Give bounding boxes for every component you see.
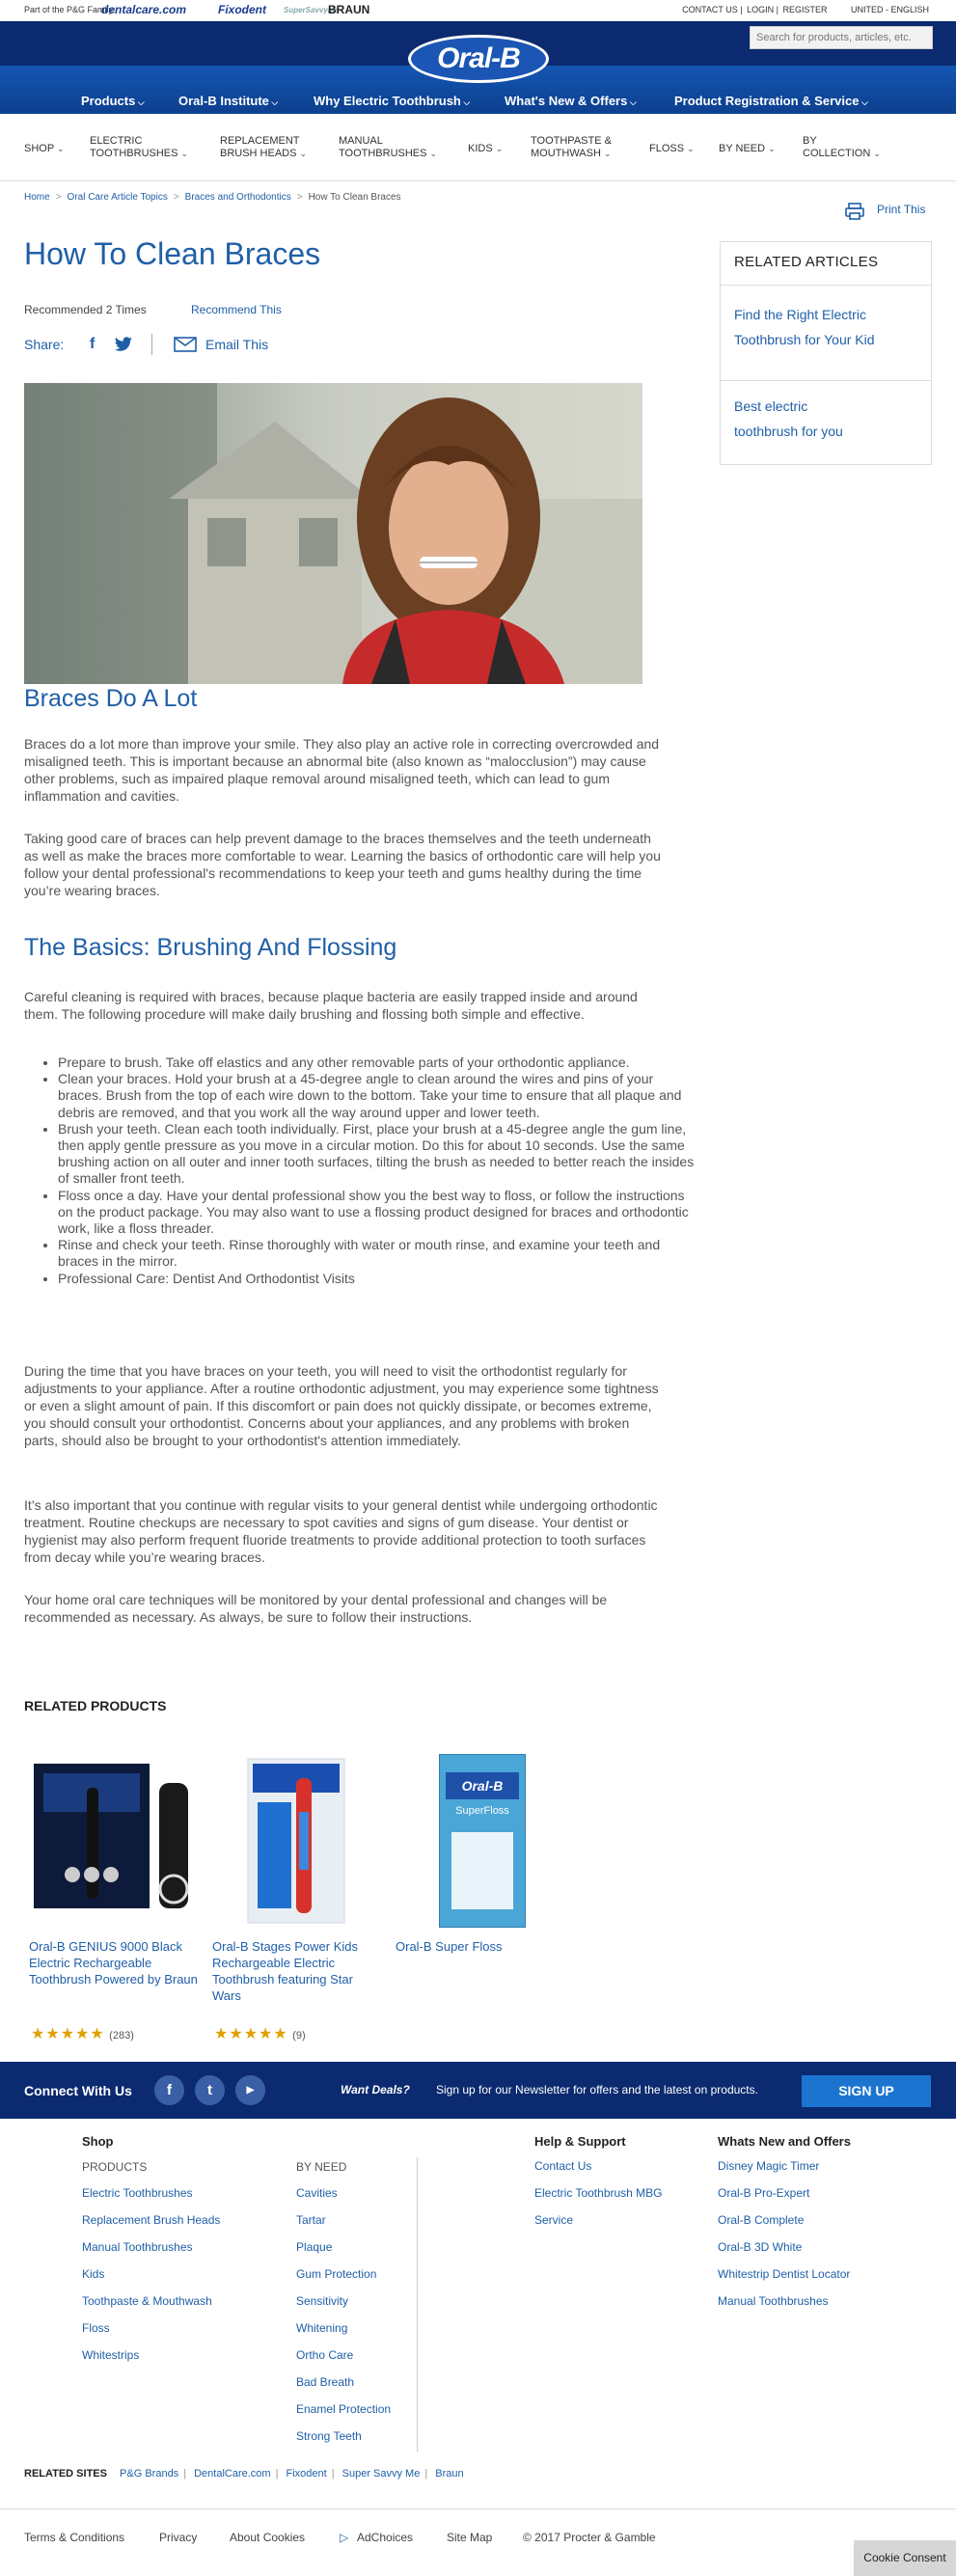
nav-whats-new[interactable]: What's New & Offers ⌵ <box>505 94 637 108</box>
breadcrumb-topics[interactable]: Oral Care Article Topics <box>67 192 168 203</box>
product-rating-stages-kids <box>214 2024 306 2043</box>
footer-link[interactable]: Plaque <box>296 2240 333 2254</box>
privacy-link[interactable]: Privacy <box>159 2531 198 2544</box>
twitter-social-icon[interactable]: t <box>195 2075 225 2105</box>
product-name-super-floss[interactable]: Oral-B Super Floss <box>396 1939 503 1954</box>
cookie-consent-button[interactable]: Cookie Consent <box>854 2540 956 2576</box>
footer-help-heading: Help & Support <box>534 2134 626 2149</box>
email-this-link[interactable]: Email This <box>205 337 269 352</box>
footer-divider <box>417 2157 418 2452</box>
related-divider <box>721 285 931 286</box>
list-item: • Professional Care: Dentist And Orthodontist Visits <box>58 1271 695 1287</box>
star-rating-icon: ★★★★★ <box>214 2026 288 2042</box>
connect-with-us-label: Connect With Us <box>24 2083 132 2098</box>
facebook-icon[interactable]: f <box>90 336 96 352</box>
product-image-stages-kids[interactable] <box>243 1754 349 1932</box>
footer-products-label: PRODUCTS <box>82 2160 148 2174</box>
product-image-super-floss[interactable] <box>439 1754 526 1928</box>
paragraph: It’s also important that you continue with regular visits to your general dentist while undergoing orthodontic treatment. Routine checkups are necessary to spot cavities and signs of gum disease. Your dentist or hygienist may also perform frequent fluoride treatments to provide additional protection to tooth surfaces from decay while you’re wearing braces. <box>24 1497 658 1565</box>
breadcrumb-braces[interactable]: Braces and Orthodontics <box>184 192 291 203</box>
connect-bar <box>0 2062 956 2119</box>
related-articles-heading: RELATED ARTICLES <box>734 254 879 270</box>
footer-products-list <box>82 2179 256 2369</box>
footer-link[interactable]: Ortho Care <box>296 2348 354 2362</box>
subnav-kids[interactable]: KIDS ⌄ <box>468 143 504 154</box>
footer-byneed-list <box>296 2179 412 2450</box>
contact-us-link[interactable]: CONTACT US <box>682 5 738 14</box>
breadcrumb-current: How To Clean Braces <box>308 192 401 203</box>
related-divider <box>721 380 931 381</box>
paragraph: Braces do a lot more than improve your smile. They also play an active role in correcting overcrowded and misaligned teeth. This is important because an abnormal bite (also known as “malocclusion”) may cause other problems, such as impaired plaque removal around misaligned teeth, which can lead to gum inflammation and cavities. <box>24 736 660 804</box>
copyright-text: © 2017 Procter & Gamble <box>523 2531 656 2544</box>
sign-up-button[interactable]: SIGN UP <box>802 2075 931 2107</box>
bottom-footer-bar <box>0 2508 956 2576</box>
login-link[interactable]: LOGIN <box>747 5 775 14</box>
want-deals-label: Want Deals? <box>341 2083 410 2096</box>
footer-link[interactable]: Sensitivity <box>296 2294 349 2308</box>
star-rating-icon: ★★★★★ <box>31 2026 105 2042</box>
product-image-genius-9000[interactable] <box>29 1754 203 1932</box>
printer-icon[interactable] <box>845 203 864 225</box>
footer-link[interactable]: Replacement Brush Heads <box>82 2213 221 2227</box>
footer-link[interactable]: Oral-B Complete <box>718 2213 805 2227</box>
section-title-basics: The Basics: Brushing And Flossing <box>24 934 397 961</box>
list-item: • Brush your teeth. Clean each tooth individually. First, place your brush at a 45-degree angle the gum line, then apply gentle pressure as you move in a circular motion. Do this for about 10 seconds. Use the same brushing action on all outer and inner tooth surfaces, tilting the brush as needed to better reach the insides of smaller front teeth. <box>58 1121 695 1188</box>
supersavvyme-logo[interactable]: SuperSavvyMe <box>284 6 339 14</box>
paragraph: Your home oral care techniques will be monitored by your dental professional and changes will be recommended as necessary. As always, be sure to follow their instructions. <box>24 1592 608 1625</box>
related-site-link[interactable]: P&G Brands <box>120 2468 179 2480</box>
subnav-replacement-brush-heads[interactable]: REPLACEMENT BRUSH HEADS ⌄ <box>220 135 308 159</box>
share-divider <box>151 334 152 355</box>
subnav-manual-toothbrushes[interactable]: MANUAL TOOTHBRUSHES ⌄ <box>339 135 438 159</box>
product-name-genius-9000[interactable]: Oral-B GENIUS 9000 Black Electric Rechargeable Toothbrush Powered by Braun <box>29 1939 198 1987</box>
dentalcare-logo[interactable]: dentalcare.com <box>101 3 187 16</box>
footer-byneed-label: BY NEED <box>296 2160 347 2174</box>
paragraph: Careful cleaning is required with braces, because plaque bacteria are easily trapped inside and around them. The following procedure will make daily brushing and flossing both simple and effective. <box>24 989 638 1022</box>
related-article-link[interactable]: Find the Right Electric Toothbrush for Your Kid <box>734 307 875 347</box>
related-site-link[interactable]: Braun <box>435 2468 464 2480</box>
related-site-link[interactable]: DentalCare.com <box>194 2468 271 2480</box>
top-strip <box>0 0 956 21</box>
paragraph: During the time that you have braces on your teeth, you will need to visit the orthodontist regularly for adjustments to your appliance. After a routine orthodontic adjustment, you may experience some tightness or even a slight amount of pain. If this discomfort or pain does not quickly dissipate, or becomes extreme, you should consult your orthodontist. Concerns about your appliances, and any problems with broken parts, should also be brought to your orthodontist's attention immediately. <box>24 1363 659 1448</box>
footer-link[interactable]: Manual Toothbrushes <box>82 2240 193 2254</box>
footer-link[interactable]: Strong Teeth <box>296 2429 362 2443</box>
email-icon[interactable] <box>174 337 197 357</box>
pg-family-label: Part of the P&G Family: <box>24 5 116 14</box>
fixodent-logo[interactable]: Fixodent <box>218 3 266 16</box>
floss-box-brand: Oral-B <box>446 1772 519 1799</box>
review-count[interactable]: (9) <box>292 2030 306 2042</box>
recommend-this-link[interactable]: Recommend This <box>191 303 282 316</box>
paragraph: Taking good care of braces can help prevent damage to the braces themselves and the teeth underneath as well as make the braces more comfortable to wear. Learning the basics of orthodontic care will help you follow your dental professional's recommendations to keep your teeth and gums healthy during the time you’re wearing braces. <box>24 831 661 898</box>
brushing-steps-list <box>58 1055 695 1287</box>
footer-link[interactable]: Whitestrip Dentist Locator <box>718 2267 851 2281</box>
subnav-by-need[interactable]: BY NEED ⌄ <box>719 143 776 154</box>
floss-box-panel <box>451 1832 513 1909</box>
page-title: How To Clean Braces <box>24 236 321 271</box>
twitter-icon[interactable] <box>114 337 133 357</box>
facebook-social-icon[interactable]: f <box>154 2075 184 2105</box>
footer-link[interactable]: Oral-B 3D White <box>718 2240 803 2254</box>
footer-shop-heading: Shop <box>82 2134 114 2149</box>
section-title-braces-do-a-lot: Braces Do A Lot <box>24 685 198 712</box>
breadcrumb: Home > Oral Care Article Topics > Braces and Orthodontics > How To Clean Braces <box>24 192 401 203</box>
subnav-floss[interactable]: FLOSS ⌄ <box>649 143 695 154</box>
footer-whatsnew-heading: Whats New and Offers <box>718 2134 851 2149</box>
nav-oral-b-institute[interactable]: Oral-B Institute ⌵ <box>178 94 278 108</box>
hero-image-boy-with-braces <box>24 383 642 684</box>
about-cookies-link[interactable]: About Cookies <box>230 2531 306 2544</box>
footer-link[interactable]: Bad Breath <box>296 2375 355 2389</box>
top-links: CONTACT US | LOGIN | REGISTER UNITED - ENGLISH <box>682 5 929 14</box>
adchoices-icon[interactable]: ▷ <box>340 2531 349 2544</box>
product-name-stages-kids[interactable]: Oral-B Stages Power Kids Rechargeable Electric Toothbrush featuring Star Wars <box>212 1939 359 2003</box>
subnav-toothpaste-mouthwash[interactable]: TOOTHPASTE & MOUTHWASH ⌄ <box>531 135 612 159</box>
recommended-count: Recommended 2 Times <box>24 303 147 316</box>
footer-link[interactable]: Enamel Protection <box>296 2402 392 2416</box>
breadcrumb-home[interactable]: Home <box>24 192 50 203</box>
footer-link[interactable]: Oral-B Pro-Expert <box>718 2186 810 2200</box>
footer-link[interactable]: Tartar <box>296 2213 326 2227</box>
subnav-by-collection[interactable]: BY COLLECTION ⌄ <box>803 135 881 159</box>
sub-nav <box>0 114 956 181</box>
list-item: • Prepare to brush. Take off elastics and any other removable parts of your orthodontic appliance. <box>58 1055 695 1071</box>
related-articles-box <box>720 241 932 465</box>
footer-link[interactable]: Toothpaste & Mouthwash <box>82 2294 212 2308</box>
related-sites: RELATED SITES P&G Brands | DentalCare.com | Fixodent | Super Savvy Me | Braun <box>24 2468 464 2480</box>
footer-link[interactable]: Whitestrips <box>82 2348 140 2362</box>
footer-link[interactable]: Whitening <box>296 2321 348 2335</box>
review-count[interactable]: (283) <box>109 2030 134 2042</box>
adchoices-link[interactable]: AdChoices <box>357 2531 414 2544</box>
list-item: • Rinse and check your teeth. Rinse thoroughly with water or mouth rinse, and examine your teeth and braces in the mirror. <box>58 1237 695 1270</box>
footer-link[interactable]: Floss <box>82 2321 110 2335</box>
terms-link[interactable]: Terms & Conditions <box>24 2531 125 2544</box>
footer-link[interactable]: Disney Magic Timer <box>718 2159 820 2173</box>
footer-whatsnew-list <box>718 2152 901 2315</box>
related-site-link[interactable]: Fixodent <box>286 2468 327 2480</box>
subnav-shop[interactable]: SHOP ⌄ <box>24 143 65 154</box>
search-input[interactable]: Search for products, articles, etc. <box>750 26 933 49</box>
oral-b-logo[interactable]: Oral-B <box>408 35 549 83</box>
nav-why-electric[interactable]: Why Electric Toothbrush ⌵ <box>314 94 470 108</box>
youtube-social-icon[interactable]: ▶ <box>235 2075 265 2105</box>
newsletter-text: Sign up for our Newsletter for offers and the latest on products. <box>436 2083 758 2096</box>
footer-link[interactable]: Kids <box>82 2267 105 2281</box>
product-rating-genius-9000 <box>31 2024 134 2043</box>
related-products-heading: RELATED PRODUCTS <box>24 1698 167 1713</box>
share-label: Share: <box>24 337 65 352</box>
list-item: • Clean your braces. Hold your brush at a 45-degree angle to clean around the wires and pins of your braces. Brush from the top of each wire down to the bottom. Take your time to ensure that all plaque and debris are removed, and that you work all the way around upper and lower teeth. <box>58 1071 695 1121</box>
footer-link[interactable]: Gum Protection <box>296 2267 377 2281</box>
related-article-link[interactable]: Best electric toothbrush for you <box>734 398 843 439</box>
footer-help-list <box>534 2152 698 2233</box>
footer-link[interactable]: Electric Toothbrushes <box>82 2186 193 2200</box>
footer-link[interactable]: Manual Toothbrushes <box>718 2294 829 2308</box>
site-map-link[interactable]: Site Map <box>447 2531 493 2544</box>
list-item: • Floss once a day. Have your dental professional show you the best way to floss, or follow the instructions on the product package. You may also want to use a flossing product designed for braces and orthodontic work, like a floss threader. <box>58 1188 695 1238</box>
braun-logo[interactable]: BRAUN <box>328 3 370 16</box>
footer-link[interactable]: Service <box>534 2213 574 2227</box>
floss-box-product: SuperFloss <box>455 1805 509 1817</box>
footer-link[interactable]: Electric Toothbrush MBG <box>534 2186 663 2200</box>
print-this-link[interactable]: Print This <box>877 203 926 216</box>
subnav-electric-toothbrushes[interactable]: ELECTRIC TOOTHBRUSHES ⌄ <box>90 135 189 159</box>
related-sites-label: RELATED SITES <box>24 2468 107 2480</box>
register-link[interactable]: REGISTER <box>782 5 828 14</box>
footer-link[interactable]: Cavities <box>296 2186 338 2200</box>
footer-link[interactable]: Contact Us <box>534 2159 592 2173</box>
nav-product-registration[interactable]: Product Registration & Service ⌵ <box>674 94 868 108</box>
nav-products[interactable]: Products ⌵ <box>81 94 145 108</box>
locale-selector[interactable]: UNITED - ENGLISH <box>850 5 929 14</box>
related-site-link[interactable]: Super Savvy Me <box>341 2468 421 2480</box>
